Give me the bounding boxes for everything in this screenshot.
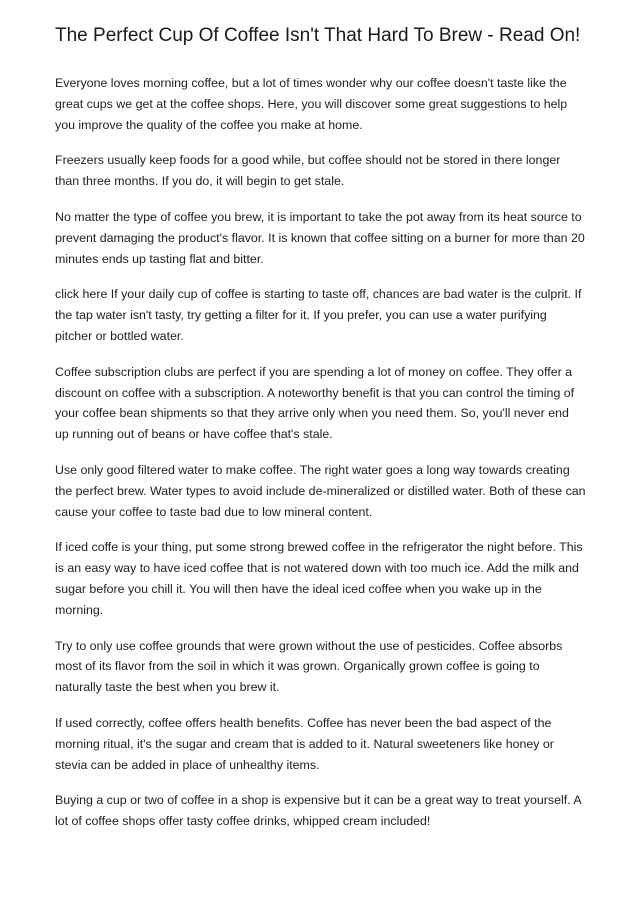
click-here-link[interactable]: click here (55, 287, 108, 302)
paragraph-subscription: Coffee subscription clubs are perfect if you are spending a lot of money on coffee. They offer a discount on coffee with a subscription. A noteworthy benefit is that you can control the timing of your coffee bean shipments so that they arrive only when you need them. So, you'll never end up running out of beans or have coffee that's stale. (55, 364, 575, 442)
paragraph-filtered-water: Use only good filtered water to make coffee. The right water goes a long way towards creating the perfect brew. Water types to avoid include de-mineralized or distilled water. Both of these can cause your coffee to taste bad due to low mineral content. (55, 462, 586, 519)
paragraph-intro: Everyone loves morning coffee, but a lot of times wonder why our coffee doesn't taste like the great cups we get at the coffee shops. Here, you will discover some great suggestions to help you improve the quality of the coffee you make at home. (55, 76, 568, 132)
paragraph-pesticides: Try to only use coffee grounds that were grown without the use of pesticides. Coffee absorbs most of its flavor from the soil in which it was grown. Organically grown coffee is going to naturally taste the best when you brew it. (55, 638, 563, 695)
paragraph-iced-coffee: If iced coffe is your thing, put some strong brewed coffee in the refrigerator the night before. This is an easy way to have iced coffee that is not watered down with too much ice. Add the milk and sugar before you chill it. You will then have the ideal iced coffee when you wake up in the morning. (55, 540, 583, 617)
paragraph-water-text: If your daily cup of coffee is starting to taste off, chances are bad water is the culprit. If the tap water isn't tasty, try getting a filter for it. If you prefer, you can use a water purifying pitcher or bottled water. (55, 287, 582, 343)
page-title: The Perfect Cup Of Coffee Isn't That Hard To Brew - Read On! (55, 25, 581, 46)
paragraph-heat-source: No matter the type of coffee you brew, it is important to take the pot away from its heat source to prevent damaging the product's flavor. It is known that coffee sitting on a burner for more than 20 minutes ends up tasting flat and bitter. (55, 209, 585, 266)
paragraph-health: If used correctly, coffee offers health benefits. Coffee has never been the bad aspect of the morning ritual, it's the sugar and cream that is added to it. Natural sweeteners like honey or stevia can be added in place of unhealthy items. (55, 715, 554, 772)
paragraph-water-link (55, 284, 586, 346)
paragraph-coffee-shop: Buying a cup or two of coffee in a shop is expensive but it can be a great way to treat yourself. A lot of coffee shops offer tasty coffee drinks, whipped cream included! (55, 793, 581, 829)
paragraph-freezer: Freezers usually keep foods for a good while, but coffee should not be stored in there longer than three months. If you do, it will begin to get stale. (55, 153, 561, 189)
